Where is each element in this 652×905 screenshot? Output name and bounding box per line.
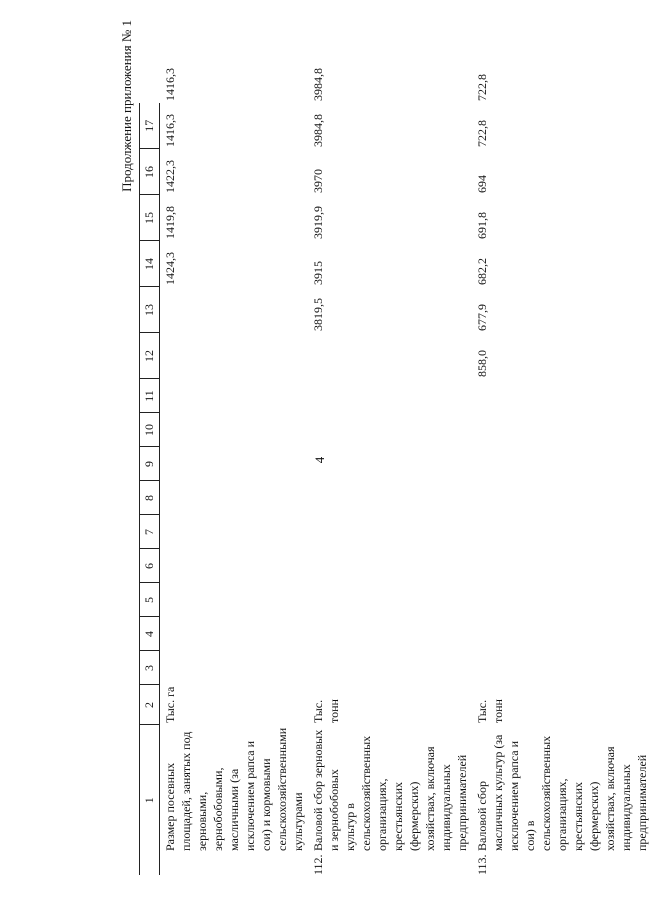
- col-header-3: 3: [140, 651, 160, 685]
- continuation-caption: Продолжение приложения № 1: [119, 20, 134, 192]
- col-header-9: 9: [140, 447, 160, 481]
- row-name: Валовой сбор масличных культур (за исключением рапса и сои) в сельскохозяйственных организациях, крестьянских (фермерских) хозяйствах, включая индивидуальных предпринимателей: [475, 734, 649, 851]
- cell-col-4: [308, 617, 472, 651]
- cell-col-15: 3919,9: [311, 206, 325, 239]
- col-header-1: 1: [140, 725, 160, 875]
- col-header-2: 2: [140, 685, 160, 725]
- cell-col-12: 858,0: [475, 350, 489, 377]
- cell-col-4: [160, 617, 309, 651]
- cell-col-14: 682,2: [475, 258, 489, 285]
- table-row: [160, 15, 309, 875]
- cell-col-14: 3915: [311, 261, 325, 285]
- col-header-14: 14: [140, 241, 160, 287]
- col-header-16: 16: [140, 149, 160, 195]
- cell-col-3: [308, 651, 472, 685]
- row-unit: Тыс. тонн: [311, 699, 341, 723]
- cell-col-16: 1422,3: [163, 160, 177, 193]
- cell-col-13: 3819,5: [311, 298, 325, 331]
- cell-col-12: [308, 333, 472, 379]
- cell-col-6: [160, 549, 309, 583]
- col-header-11: 11: [140, 379, 160, 413]
- table-row: [308, 15, 472, 875]
- cell-col-10: [308, 413, 472, 447]
- cell-col-17: 3984,8: [311, 114, 325, 147]
- cell-col-7: [160, 515, 309, 549]
- col-header-4: 4: [140, 617, 160, 651]
- cell-col-5: [308, 583, 472, 617]
- col-header-5: 5: [140, 583, 160, 617]
- cell-col-18: 3984,8: [311, 68, 325, 101]
- page-number: 4: [312, 456, 327, 464]
- cell-col-3: [472, 651, 652, 685]
- cell-col-14: 1424,3: [163, 252, 177, 285]
- cell-col-7: [308, 515, 472, 549]
- data-table: [139, 15, 652, 875]
- row-index: 112.: [311, 854, 325, 875]
- cell-col-10: [160, 413, 309, 447]
- cell-col-9: [160, 447, 309, 481]
- col-header-12: 12: [140, 333, 160, 379]
- cell-col-5: [160, 583, 309, 617]
- cell-col-15: 691,8: [475, 212, 489, 239]
- cell-col-18: 1416,3: [162, 68, 177, 101]
- col-header-8: 8: [140, 481, 160, 515]
- cell-col-16: 694: [475, 175, 489, 193]
- cell-col-17: 1416,3: [163, 114, 177, 147]
- cell-col-15: 1419,8: [163, 206, 177, 239]
- cell-col-4: [472, 617, 652, 651]
- col-header-15: 15: [140, 195, 160, 241]
- cell-col-8: [160, 481, 309, 515]
- cell-col-10: [472, 413, 652, 447]
- col-header-10: 10: [140, 413, 160, 447]
- cell-col-11: [472, 379, 652, 413]
- cell-col-17: 722,8: [475, 120, 489, 147]
- cell-col-3: [160, 651, 309, 685]
- col-header-13: 13: [140, 287, 160, 333]
- row-unit: Тыс. га: [163, 686, 177, 723]
- row-unit: Тыс. тонн: [475, 699, 505, 723]
- cell-col-5: [472, 583, 652, 617]
- row-index: 113.: [475, 854, 489, 875]
- row-name: Размер посевных площадей, занятых под зерновыми, зернобобовыми, масличными (за исключением рапса и сои) и кормовыми сельскохозяйственными культурами: [163, 727, 305, 851]
- cell-col-13: [160, 287, 309, 333]
- cell-col-11: [160, 379, 309, 413]
- cell-col-7: [472, 515, 652, 549]
- row-name: Валовой сбор зерновых и зернобобовых культур в сельскохозяйственных организациях, крестьянских (фермерских) хозяйствах, включая индивидуальных предпринимателей: [311, 729, 469, 851]
- cell-col-9: [472, 447, 652, 481]
- rotated-page-content: [95, 0, 649, 905]
- cell-col-9: [308, 447, 472, 481]
- col-header-17: 17: [140, 103, 160, 149]
- cell-col-11: [308, 379, 472, 413]
- cell-col-6: [472, 549, 652, 583]
- row-index: [160, 853, 309, 875]
- cell-col-8: [308, 481, 472, 515]
- cell-col-12: [160, 333, 309, 379]
- header-row: [140, 15, 160, 875]
- cell-col-13: 677,9: [475, 304, 489, 331]
- cell-col-16: 3970: [311, 169, 325, 193]
- cell-col-6: [308, 549, 472, 583]
- col-header-7: 7: [140, 515, 160, 549]
- cell-col-18: 722,8: [475, 74, 489, 101]
- col-header-6: 6: [140, 549, 160, 583]
- table-row: [472, 15, 652, 875]
- cell-col-8: [472, 481, 652, 515]
